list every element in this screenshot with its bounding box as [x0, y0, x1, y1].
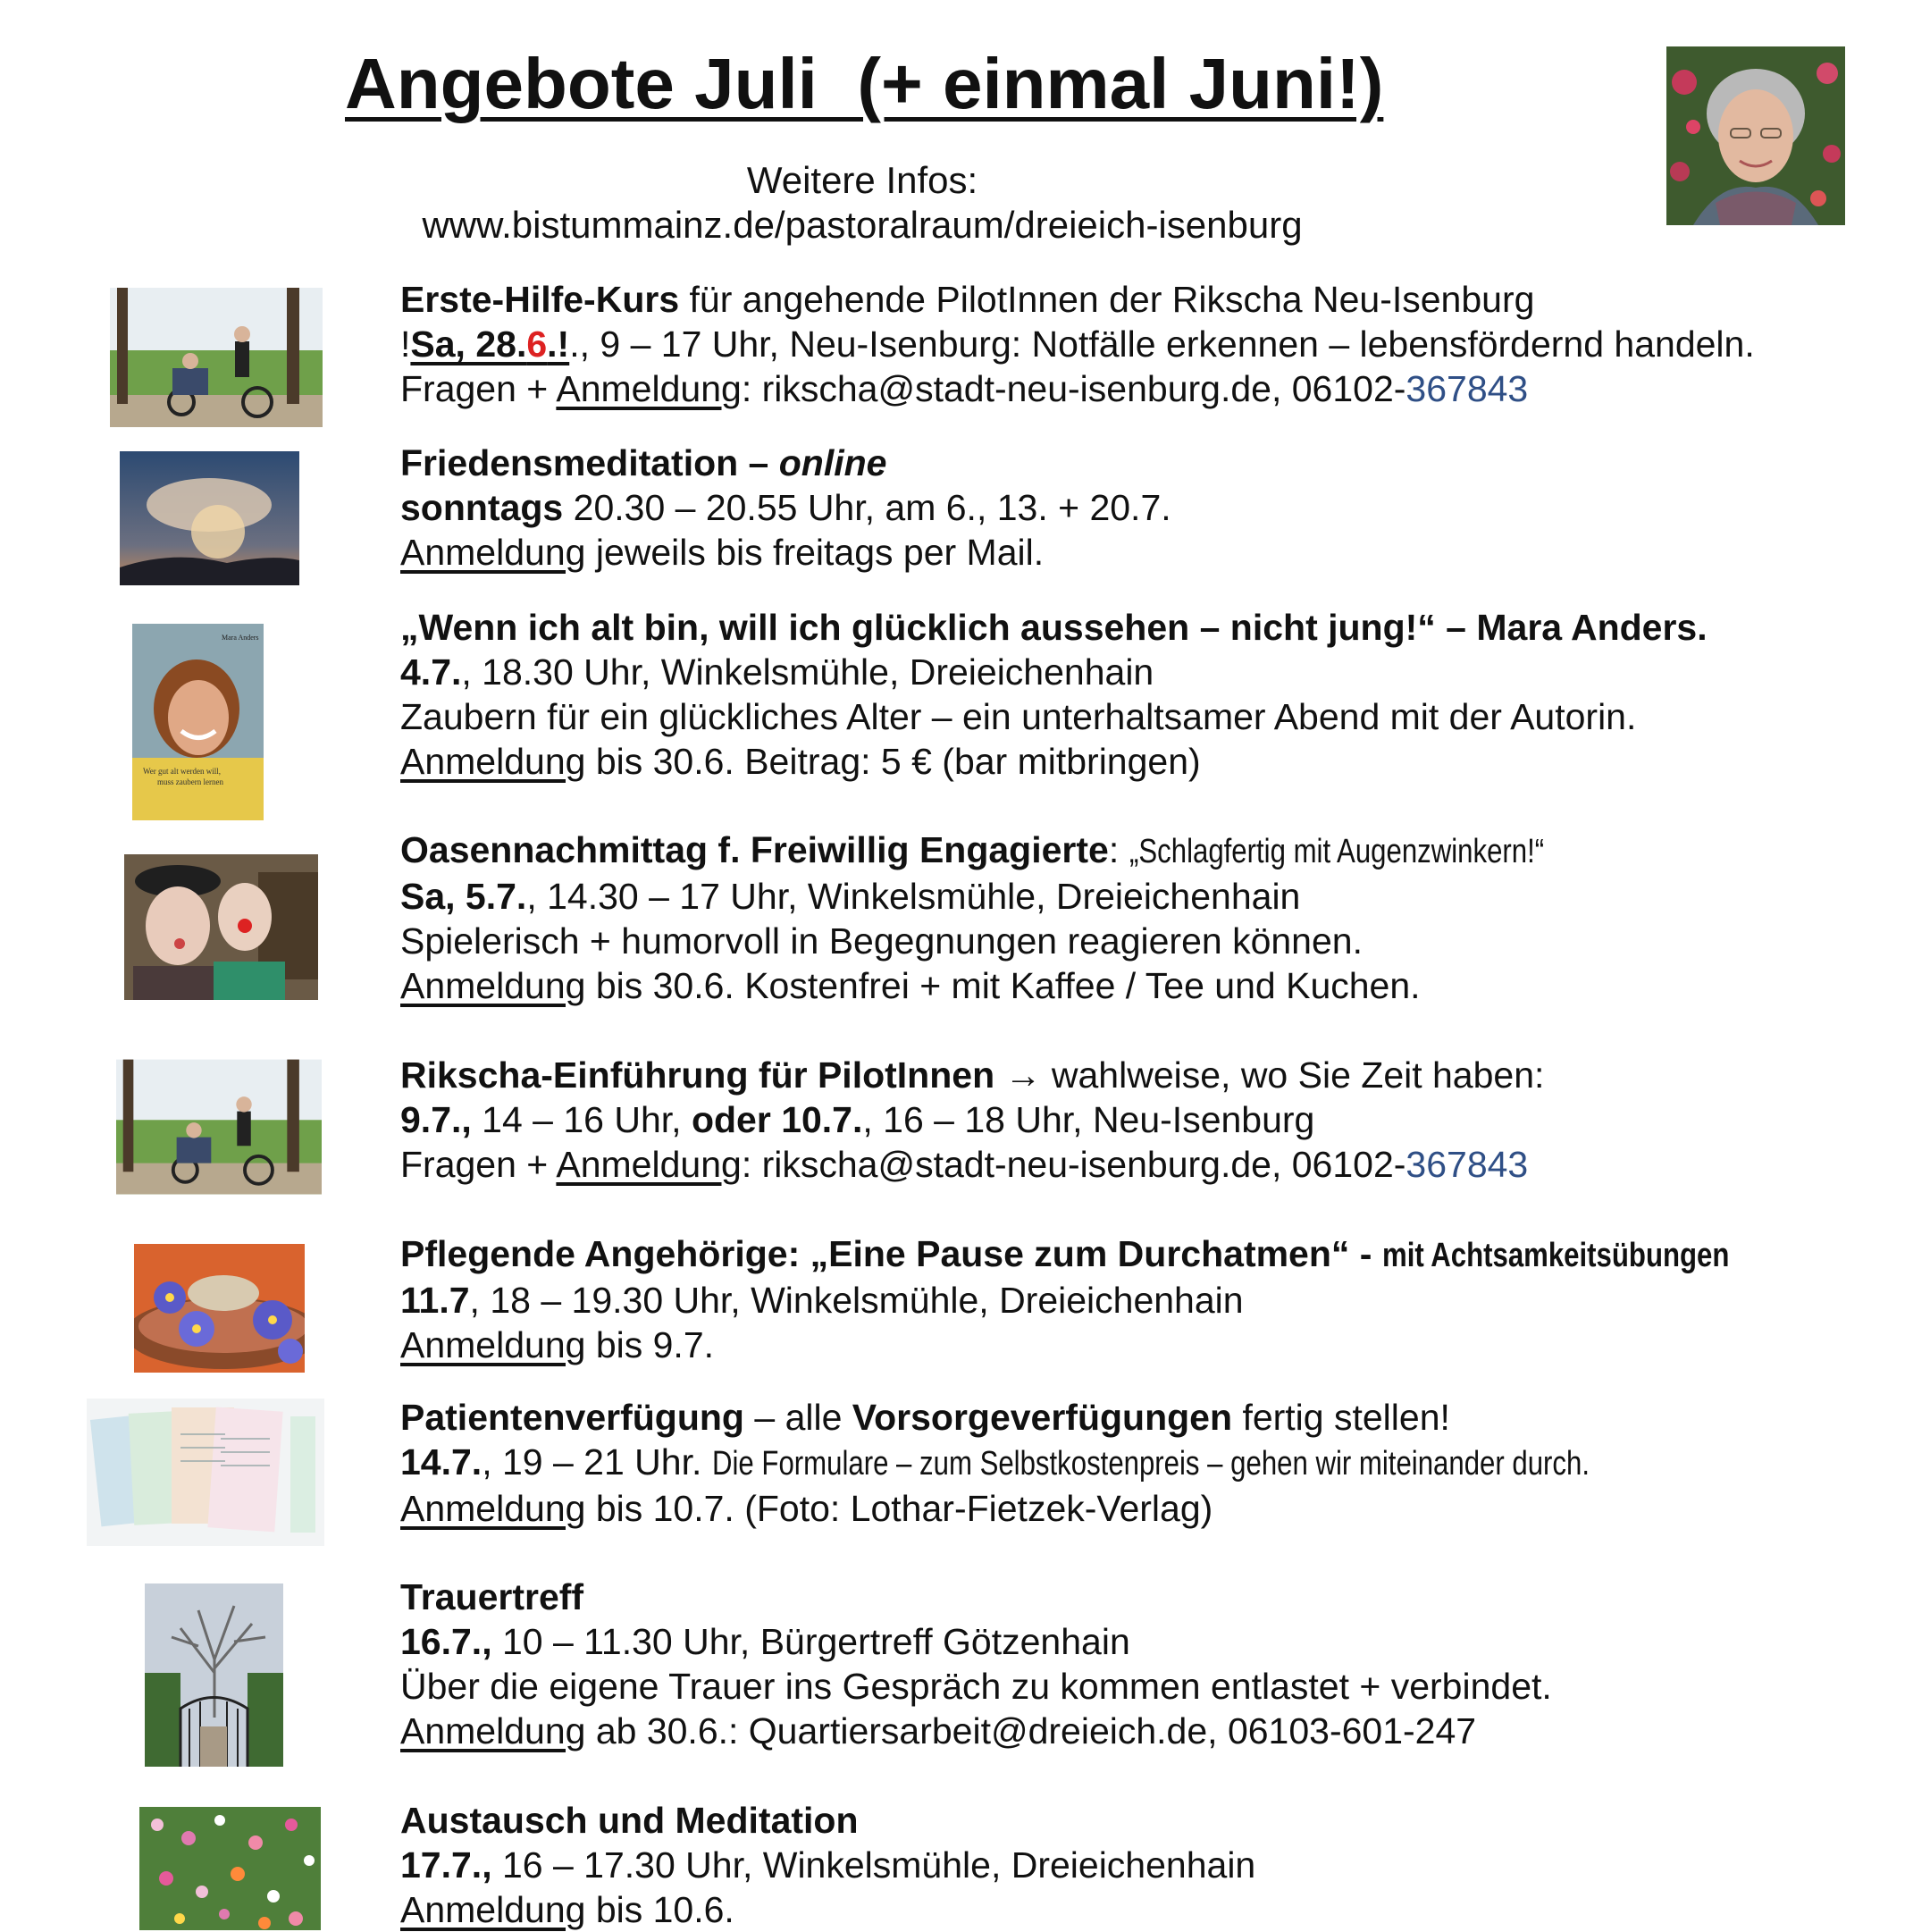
anmeldung-link[interactable]: Anmeldung — [400, 741, 586, 782]
entry-austausch-meditation: Austausch und Meditation 17.7., 16 – 17.30 Uhr, Winkelsmühle, Dreieichenhain Anmeldung bis 10.6. — [400, 1800, 1256, 1930]
anmeldung-link[interactable]: Anmeldung — [400, 532, 586, 573]
sky-photo — [120, 451, 299, 585]
phone-link[interactable]: 367843 — [1406, 368, 1529, 409]
entry-pflegende-angehoerige: Pflegende Angehörige: „Eine Pause zum Durchatmen“ - mit Achtsamkeitsübungen 11.7, 18 – 19.30 Uhr, Winkelsmühle, Dreieichenhain Anmeldung bis 9.7. — [400, 1233, 1730, 1365]
book-cover-photo — [132, 624, 264, 820]
pansies-photo — [134, 1244, 305, 1373]
anmeldung-link[interactable]: Anmeldung — [400, 965, 586, 1006]
entry-title: Erste-Hilfe-Kurs — [400, 279, 680, 320]
svg-text:Wer gut alt werden will,: Wer gut alt werden will, — [143, 767, 221, 776]
entry-trauertreff: Trauertreff 16.7., 10 – 11.30 Uhr, Bürgertreff Götzenhain Über die eigene Trauer ins Gespräch zu kommen entlastet + verbindet. Anmeldung ab 30.6.: Quartiersarbeit@dreieich.de, 06103-601-247 — [400, 1576, 1552, 1751]
anmeldung-link[interactable]: Anmeldung — [556, 1144, 742, 1185]
anmeldung-link[interactable]: Anmeldung — [400, 1488, 586, 1529]
entry-erste-hilfe: Erste-Hilfe-Kurs für angehende PilotInnen der Rikscha Neu-Isenburg !Sa, 28.6.!., 9 – 17 Uhr, Neu-Isenburg: Notfälle erkennen – lebensfördernd handeln. Fragen + Anmeldung: rikscha@stadt-neu-isenburg.de, 06102-367843 — [400, 279, 1755, 409]
clowns-photo — [124, 854, 318, 1000]
flowers-photo — [139, 1807, 321, 1930]
entry-mara-anders: „Wenn ich alt bin, will ich glücklich aussehen – nicht jung!“ – Mara Anders. 4.7., 18.30 Uhr, Winkelsmühle, Dreieichenhain Zaubern für ein glückliches Alter – ein unterhaltsamer Abend mit der Autorin. Anmeldung bis 30.6. Beitrag: 5 € (bar mitbringen) — [400, 607, 1708, 782]
svg-text:Mara Anders: Mara Anders — [222, 634, 259, 642]
forms-photo — [87, 1399, 324, 1546]
entry-rikscha-einfuehrung: Rikscha-Einführung für PilotInnen → wahlweise, wo Sie Zeit haben: 9.7., 14 – 16 Uhr, oder 10.7., 16 – 18 Uhr, Neu-Isenburg Fragen + Anmeldung: rikscha@stadt-neu-isenburg.de, 06102-367843 — [400, 1054, 1545, 1185]
rikscha-photo — [116, 1059, 322, 1195]
svg-text:muss zaubern lernen: muss zaubern lernen — [157, 777, 223, 786]
info-url: www.bistummainz.de/pastoralraum/dreieich-isenburg — [422, 204, 1303, 246]
anmeldung-link[interactable]: Anmeldung — [400, 1324, 586, 1365]
entry-oasennachmittag: Oasennachmittag f. Freiwillig Engagierte: „Schlagfertig mit Augenzwinkern!“ Sa, 5.7., 14.30 – 17 Uhr, Winkelsmühle, Dreieichenhain Spielerisch + humorvoll in Begegnungen reagieren können. Anmeldung bis 30.6. Kostenfrei + mit Kaffee / Tee und Kuchen. — [400, 829, 1544, 1006]
anmeldung-link[interactable]: Anmeldung — [400, 1889, 586, 1930]
entry-patientenverfuegung: Patientenverfügung – alle Vorsorgeverfügungen fertig stellen! 14.7., 19 – 21 Uhr. Die Formulare – zum Selbstkostenpreis – gehen wir miteinander durch. Anmeldung bis 10.7. (Foto: Lothar-Fietzek-Verlag) — [400, 1397, 1590, 1529]
entry-friedensmeditation: Friedensmeditation – online sonntags 20.30 – 20.55 Uhr, am 6., 13. + 20.7. Anmeldung jeweils bis freitags per Mail. — [400, 442, 1171, 573]
phone-link[interactable]: 367843 — [1406, 1144, 1529, 1185]
portrait-photo — [1666, 46, 1845, 225]
page-title: Angebote Juli (+ einmal Juni!) — [345, 44, 1384, 123]
info-label: Weitere Infos: — [746, 159, 978, 201]
tree-gate-photo — [145, 1583, 283, 1767]
anmeldung-link[interactable]: Anmeldung — [400, 1710, 586, 1751]
rikscha-photo — [110, 288, 323, 427]
anmeldung-link[interactable]: Anmeldung — [556, 368, 742, 409]
